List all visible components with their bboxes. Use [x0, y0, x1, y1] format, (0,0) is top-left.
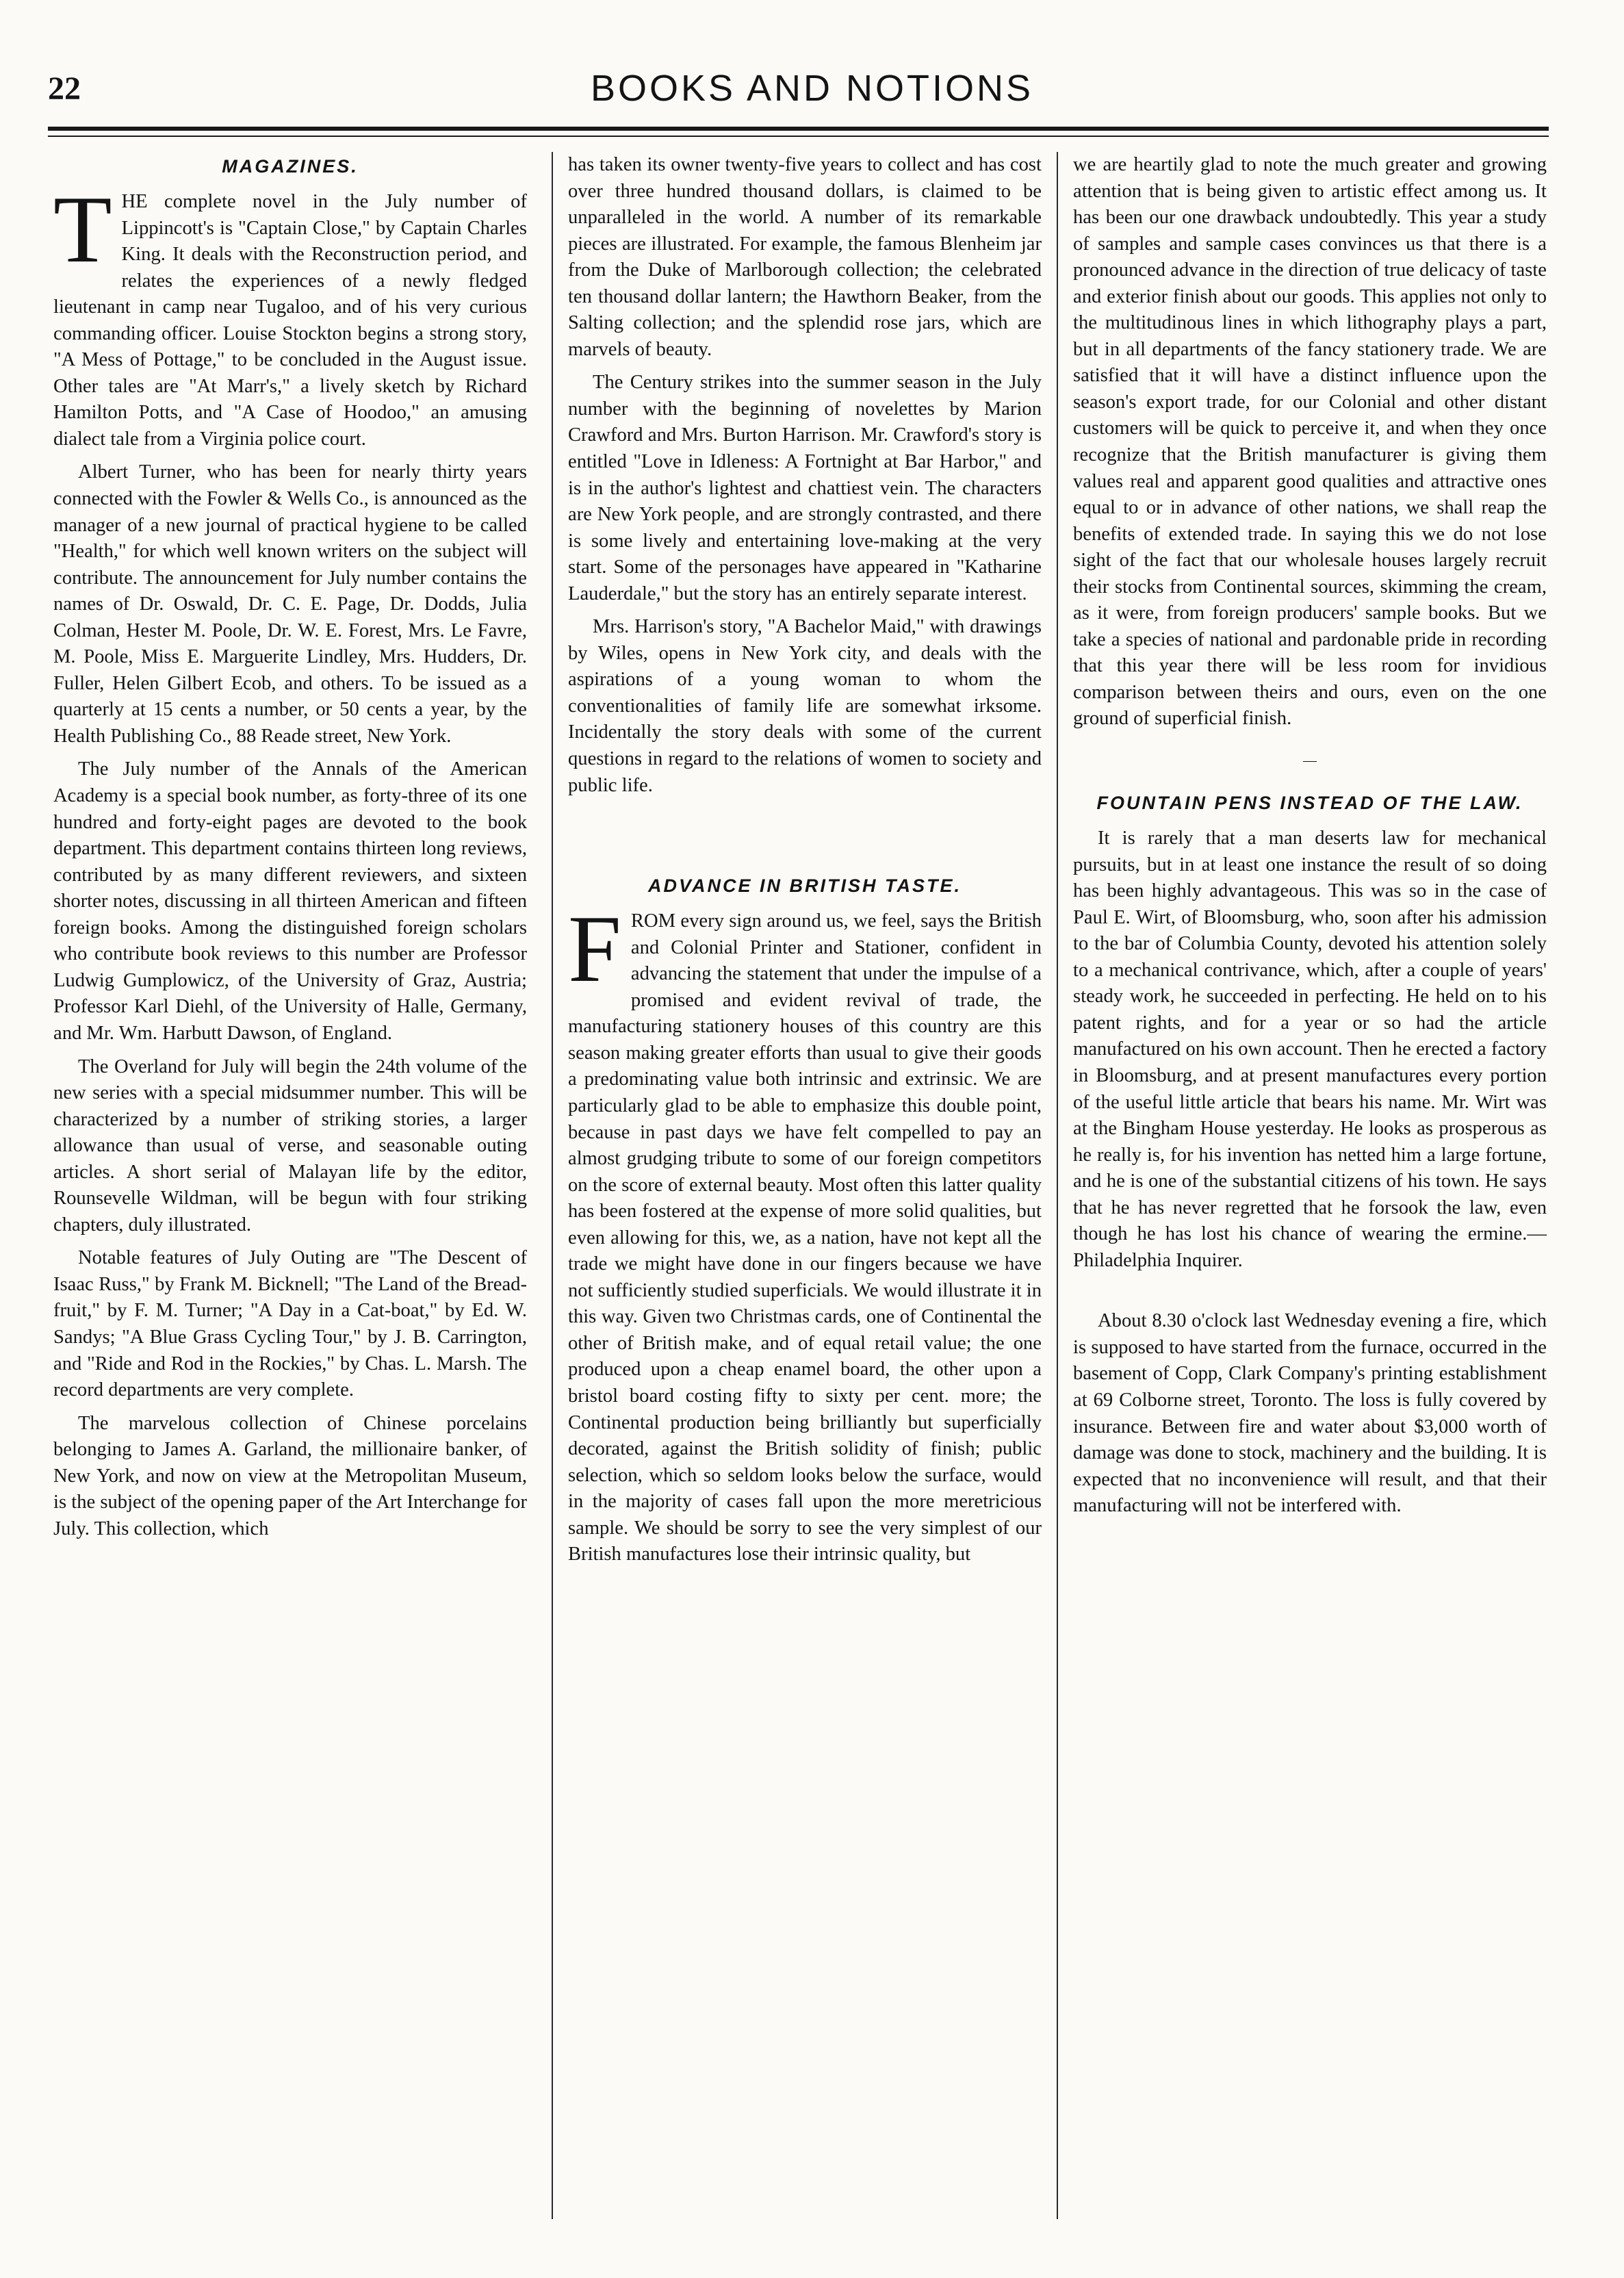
paragraph-continued: we are heartily glad to note the much greater and growing attention that is being given to artistic effect among us. It has been our one drawback undoubtedly. This year a study of samples and sample cases convinces us that there is a pronounced advance in the direction of true delicacy of taste and exterior finish about our goods. This applies not only to the multitudinous lines in which lithography plays a part, but in all departments of the fancy stationery trade. We are satisfied that it will have a distinct influence upon the season's export trade, for our Colonial and other distant customers will be quick to perceive it, and when they once recognize that the British manufacturer is giving them values real and apparent good qualities and attractive ones equal to or in advance of other nations, we shall reap the benefits of extended trade. In saying this we do not lose sight of the fact that our wholesale houses largely recruit their stocks from Continental sources, skimming the cream, as it were, from foreign producers' sample books. But we take a species of national and pardonable pride in recording that this year there will be less room for invidious comparison between theirs and ours, even on the one ground of superficial finish. [1073, 154, 1547, 730]
column-2 [568, 152, 1042, 1575]
paragraph [53, 177, 527, 452]
drop-cap: T [53, 177, 112, 283]
section-gap [568, 806, 1042, 871]
section-heading-advance-in-british-taste: ADVANCE IN BRITISH TASTE. [647, 875, 962, 897]
section-gap [1073, 1281, 1547, 1308]
column-divider-1 [552, 152, 553, 2219]
running-head-title: BOOKS AND NOTIONS [590, 68, 1034, 109]
paragraph: The Overland for July will begin the 24th volume of the new series with a special midsummer number. This will be characterized by a number of striking stories, a larger allowance than usual of verse, and seasonable outing articles. A short serial of Malayan life by the editor, Rounsevelle Wildman, will be begun with four striking chapters, duly illustrated. [53, 1055, 527, 1236]
paragraph: About 8.30 o'clock last Wednesday evening a fire, which is supposed to have started from the furnace, occurred in the basement of Copp, Clark Company's printing establishment at 69 Colborne street, Toronto. The loss is fully covered by insurance. Between fire and water about $3,000 worth of damage was done to stock, machinery and the building. It is expected that no inconvenience will result, and that their manufacturing will not be interfered with. [1073, 1310, 1547, 1517]
header-rule-thick [48, 127, 1549, 131]
paragraph: It is rarely that a man deserts law for mechanical pursuits, but in at least one instance the result of so doing has been highly advantageous. This was so in the case of Paul E. Wirt, of Bloomsburg, who, soon after his admission to the bar of Columbia County, devoted his attention solely to a mechanical contrivance, which, after a couple of years' steady work, he succeeded in perfecting. He held on to his patent rights, and for a year or so had the article manufactured on his own account. Then he erected a factory in Bloomsburg, and at present manufactures every portion of the useful little article that bears his name. Mr. Wirt was at the Bingham House yesterday. He looks as prosperous as he really is, for his invention has netted him a large fortune, and he is one of the substantial citizens of his town. He says that he has never regretted that he forsook the law, even though he has lost his chance of wearing the ermine.—Philadelphia Inquirer. [1073, 828, 1547, 1271]
page-number: 22 [48, 71, 81, 107]
section-heading-magazines: MAGAZINES. [222, 156, 359, 177]
paragraph: Albert Turner, who has been for nearly thirty years connected with the Fowler & Wells Co., is announced as the manager of a new journal of practical hygiene to be called "Health," for which well known writers on the subject will contribute. The announcement for July number contains the names of Dr. Oswald, Dr. C. E. Page, Dr. Dodds, Julia Colman, Hester M. Poole, Dr. W. E. Forest, Mrs. Le Favre, M. Poole, Miss E. Marguerite Lindley, Mrs. Hudders, Dr. Fuller, Helen Gilbert Ecob, and others. To be issued as a quarterly at 15 cents a number, or 50 cents a year, by the Health Publishing Co., 88 Reade street, New York. [53, 461, 527, 747]
paragraph: The July number of the Annals of the American Academy is a special book number, as forty-three of its one hundred and forty-eight pages are devoted to the book department. This department contains thirteen long reviews, contributed by as many different reviewers, and sixteen shorter notes, discussing in all thirteen American and fifteen foreign books. Among the distinguished foreign scholars who contribute book reviews to this number are Professor Ludwig Gumplowicz, of the University of Graz, Austria; Professor Karl Diehl, of the University of Halle, Germany, and Mr. Wm. Harbutt Dawson, of England. [53, 758, 527, 1044]
paragraph-continued: has taken its owner twenty-five years to collect and has cost over three hundred thousand dollars, is claimed to be unparalleled in the world. A number of its remarkable pieces are illustrated. For example, the famous Blenheim jar from the Duke of Marlborough collection; the celebrated ten thousand dollar lantern; the Hawthorn Beaker, from the Salting collection; and the splendid rose jars, which are marvels of beauty. [568, 154, 1042, 360]
paragraph: The marvelous collection of Chinese porcelains belonging to James A. Garland, the millionaire banker, of New York, and now on view at the Metropolitan Museum, is the subject of the opening paper of the Art Interchange for July. This collection, which [53, 1412, 527, 1539]
section-heading-fountain-pens: FOUNTAIN PENS INSTEAD OF THE LAW. [1096, 793, 1523, 814]
paragraph-text: ROM every sign around us, we feel, says the British and Colonial Printer and Stationer, confident in advancing the statement that under the impulse of a promised and evident revival of trade, the manufacturing stationery houses of this country are this season making greater efforts than usual to give their goods a predominating value both intrinsic and extrinsic. We are particularly glad to be able to emphasize this double point, because in past days we have felt compelled to pay an almost grudging tribute to some of our foreign competitors on the score of external beauty. Most often this latter quality has been fostered at the expense of more solid qualities, but even allowing for this, we, as a nation, have not kept all the trade we might have done in our fingers because we have not sufficiently studied superficials. We would illustrate it in this way. Given two Christmas cards, one of Continental the other of British make, and of equal retail value; the one produced upon a cheap enamel board, the other upon a bristol board costing fifty to sixty per cent. more; the Continental production being brilliantly but superficially decorated, against the British solidity of finish; public selection, which so seldom looks below the surface, would in the majority of cases fall upon the more meretricious sample. We should be sorry to see the very simplest of our British manufactures lose their intrinsic quality, but [568, 910, 1042, 1565]
paragraph: Notable features of July Outing are "The Descent of Isaac Russ," by Frank M. Bicknell; "The Land of the Bread-fruit," by F. M. Turner; "A Day in a Cat-boat," by Ed. W. Sandys; "A Blue Grass Cycling Tour," by J. B. Carrington, and "Ride and Rod in the Rockies," by Chas. L. Marsh. The record departments are very complete. [53, 1247, 527, 1401]
paragraph: Mrs. Harrison's story, "A Bachelor Maid," with drawings by Wiles, opens in New York city, and deals with the aspirations of a young woman to whom the conventionalities of family life are somewhat irksome. Incidentally the story deals with some of the current questions in regard to the relations of women to society and public life. [568, 616, 1042, 796]
drop-cap: F [568, 896, 621, 1003]
column-1 [53, 152, 527, 1549]
paragraph: The Century strikes into the summer season in the July number with the beginning of novelettes by Marion Crawford and Mrs. Burton Harrison. Mr. Crawford's story is entitled "Love in Idleness: A Fortnight at Bar Harbor," and is in the author's lightest and chattiest vein. The characters are New York people, and are strongly contrasted, and there is some lively and entertaining love-making at the very start. Some of the personages have appeared in "Katharine Lauderdale," but the story has an entirely separate interest. [568, 372, 1042, 604]
header-rule-thin [48, 136, 1549, 137]
paragraph [568, 896, 1042, 1568]
column-divider-2 [1057, 152, 1058, 2219]
column-3 [1073, 152, 1547, 1526]
section-separator: — [1303, 753, 1317, 769]
paragraph-text: HE complete novel in the July number of Lippincott's is "Captain Close," by Captain Charles King. It deals with the Reconstruction period, and relates the experiences of a newly fledged lieutenant in camp near Tugaloo, and of his very curious commanding officer. Louise Stockton begins a strong story, "A Mess of Pottage," to be concluded in the August issue. Other tales are "At Marr's," a lively sketch by Richard Hamilton Potts, and "A Case of Hoodoo," an amusing dialect tale from a Virginia police court. [53, 191, 527, 450]
